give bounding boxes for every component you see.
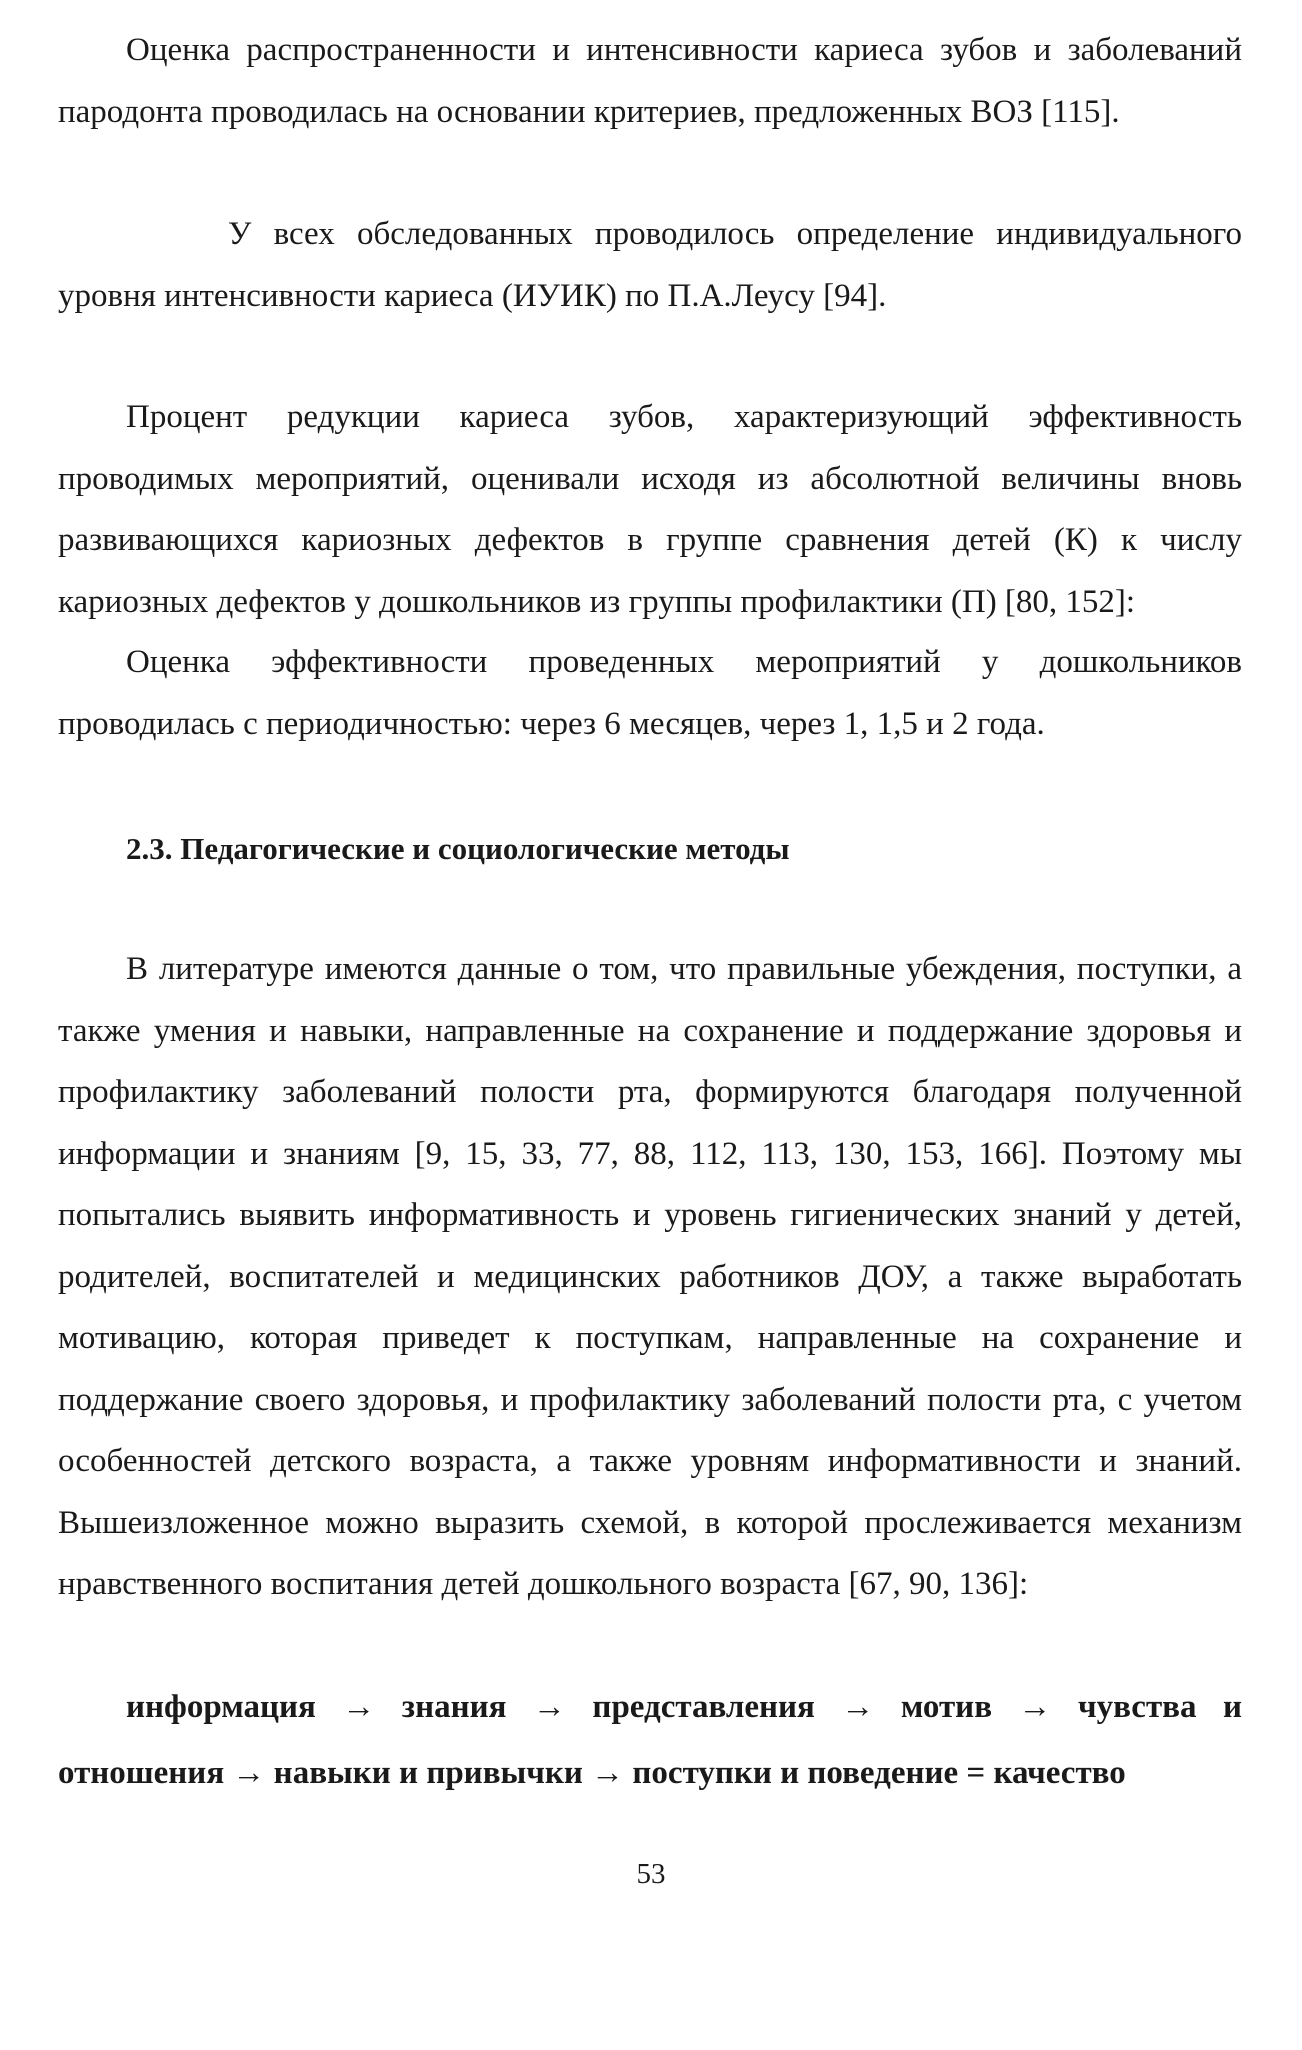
paragraph-caries-reduction: Процент редукции кариеса зубов, характеризующий эффективность проводимых мероприятий, оценивали исходя из абсолютной величины вновь развивающихся кариозных дефектов в группе сравнения детей (К) к числу кариозных дефектов у дошкольников из группы профилактики (П) [80, 152]: [58,399,1242,620]
paragraph-caries-level: У всех обследованных проводилось определение индивидуального уровня интенсивности кариеса (ИУИК) по П.А.Леусу [94]. [58,216,1242,314]
moral-education-scheme: информация → знания → представления → мотив → чувства и отношения → навыки и привычки → поступки и поведение = качество [58,1689,1242,1791]
paragraph-pedagogical-methods: В литературе имеются данные о том, что правильные убеждения, поступки, а также умения и навыки, направленные на сохранение и поддержание здоровья и профилактику заболеваний полости рта, формируются благодаря полученной информации и знаниям [9, 15, 33, 77, 88, 112, 113, 130, 153, 166]. Поэтому мы попытались выявить информативность и уровень гигиенических знаний у детей, родителей, воспитателей и медицинских работников ДОУ, а также выработать мотивацию, которая приведет к поступкам, направленные на сохранение и поддержание своего здоровья, и профилактику заболеваний полости рта, с учетом особенностей детского возраста, а также уровням информативности и знаний. Вышеизложенное можно выразить схемой, в которой прослеживается механизм нравственного воспитания детей дошкольного возраста [67, 90, 136]: [58,951,1242,1602]
page-number: 53 [636,1858,666,1890]
paragraph-efficiency-periodicity: Оценка эффективности проведенных мероприятий у дошкольников проводилась с периодичностью: через 6 месяцев, через 1, 1,5 и 2 года. [58,644,1242,742]
section-heading: 2.3. Педагогические и социологические методы [126,831,790,866]
paragraph-assessment-criteria: Оценка распространенности и интенсивности кариеса зубов и заболеваний пародонта проводилась на основании критериев, предложенных ВОЗ [115]. [58,32,1242,130]
